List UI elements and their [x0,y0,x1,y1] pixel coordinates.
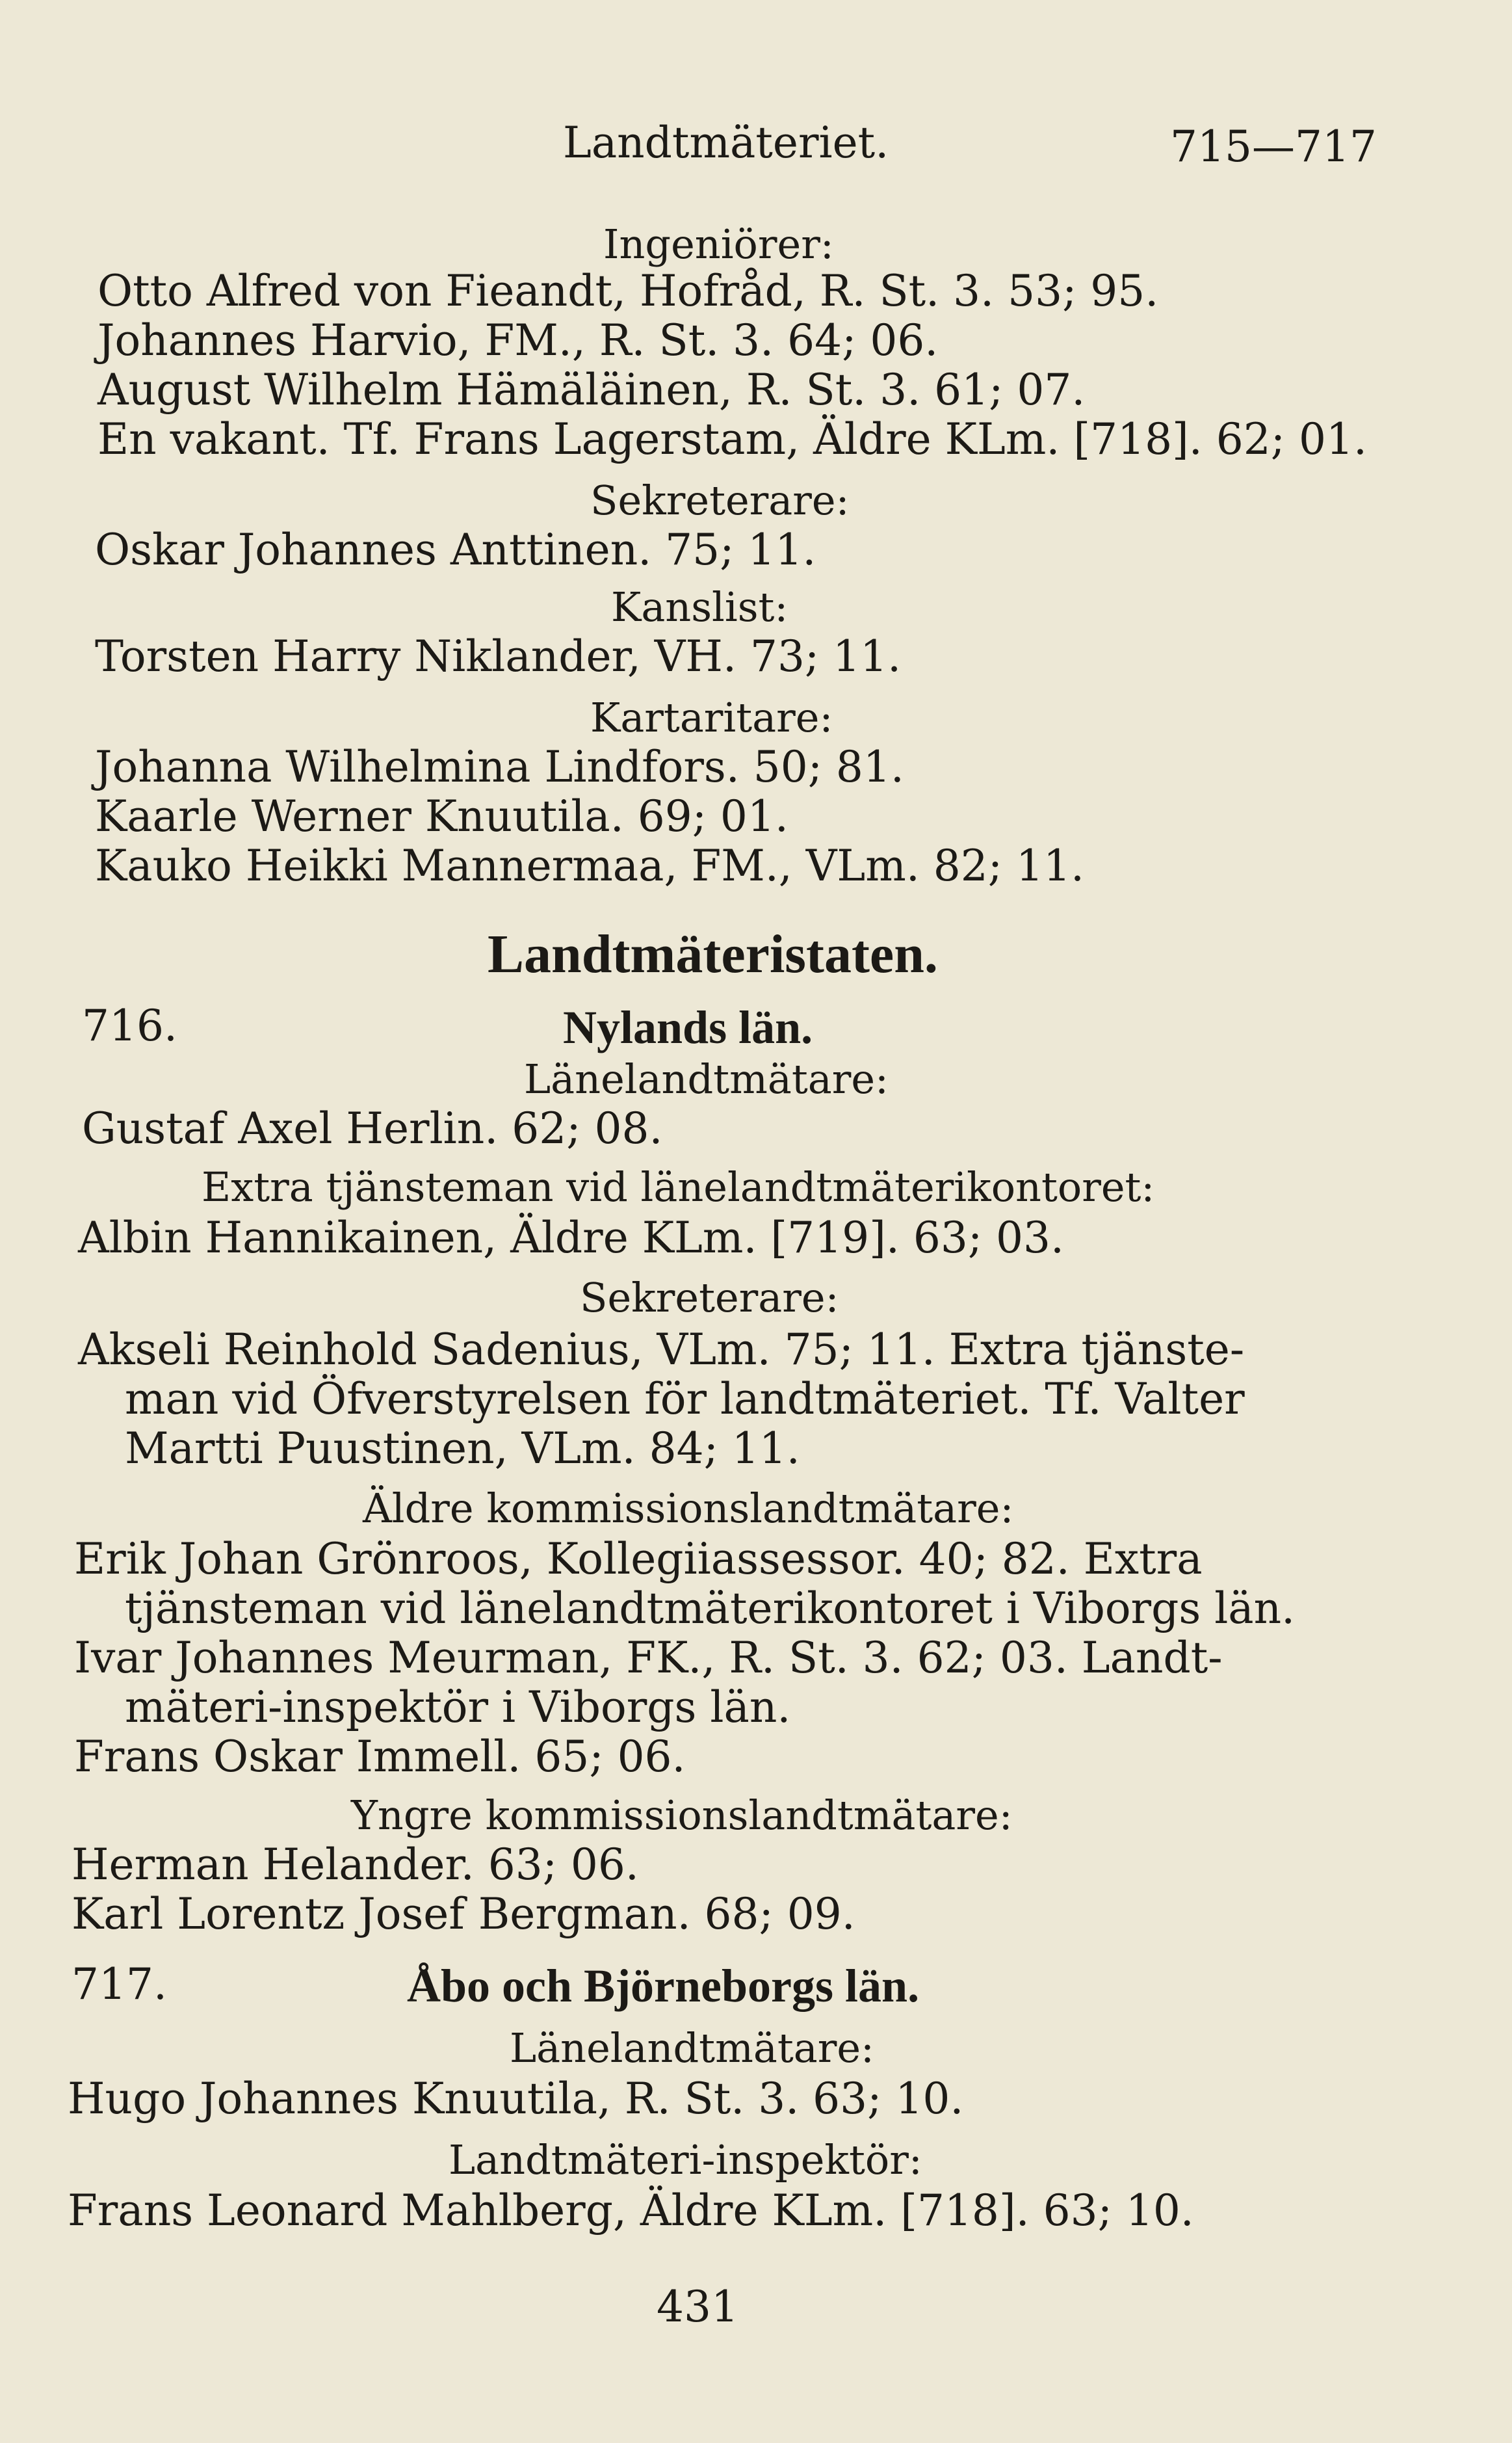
entry-line: En vakant. Tf. Frans Lagerstam, Äldre KLm. [718]. 62; 01. [98,414,1367,464]
heading-ingenjorer: Ingeniörer: [603,220,834,268]
entry-line: Gustaf Axel Herlin. 62; 08. [82,1103,663,1154]
entry-line-continued: mäteri-inspektör i Viborgs län. [125,1682,791,1732]
entry-line: Albin Hannikainen, Äldre KLm. [719]. 63; 03. [78,1213,1065,1263]
section-number: 716. [82,1001,177,1051]
running-header: Landtmäteriet. [563,118,889,168]
section-title: Landtmäteristaten. [488,924,938,984]
heading-aldre-kommissionslandtmatare: Äldre kommissionslandtmätare: [363,1485,1014,1532]
entry-line: Torsten Harry Niklander, VH. 73; 11. [95,631,902,681]
entry-line: Kaarle Werner Knuutila. 69; 01. [95,791,789,841]
subsection-title: Nylands län. [563,1001,813,1053]
heading-sekreterare: Sekreterare: [580,1274,839,1321]
entry-line: Frans Oskar Immell. 65; 06. [74,1732,686,1782]
entry-line: Oskar Johannes Anttinen. 75; 11. [95,525,816,575]
entry-line-continued: tjänsteman vid länelandtmäterikontoret i Viborgs län. [125,1583,1296,1633]
entry-line: Erik Johan Grönroos, Kollegiiassessor. 40; 82. Extra [74,1534,1203,1584]
subsection-title: Åbo och Björneborgs län. [407,1960,920,2012]
entry-line: Ivar Johannes Meurman, FK., R. St. 3. 62; 03. Landt- [74,1633,1223,1683]
entry-line: Hugo Johannes Knuutila, R. St. 3. 63; 10. [68,2074,964,2124]
entry-line: Johanna Wilhelmina Lindfors. 50; 81. [95,742,904,792]
page-range: 715—717 [1170,122,1377,172]
entry-line: Frans Leonard Mahlberg, Äldre KLm. [718]. 63; 10. [68,2185,1194,2236]
heading-sekreterare: Sekreterare: [590,477,850,524]
heading-landtmateri-inspektor: Landtmäteri-inspektör: [449,2136,922,2184]
entry-line: Karl Lorentz Josef Bergman. 68; 09. [72,1889,855,1939]
entry-line-continued: man vid Öfverstyrelsen för landtmäteriet. Tf. Valter [125,1374,1245,1424]
entry-line-continued: Martti Puustinen, VLm. 84; 11. [125,1423,800,1473]
heading-yngre-kommissionslandtmatare: Yngre kommissionslandtmätare: [351,1791,1013,1839]
entry-line: Herman Helander. 63; 06. [72,1840,639,1890]
entry-line: Akseli Reinhold Sadenius, VLm. 75; 11. Extra tjänste- [78,1325,1245,1375]
entry-line: Otto Alfred von Fieandt, Hofråd, R. St. 3. 53; 95. [98,266,1159,316]
heading-extra-tjansteman: Extra tjänsteman vid länelandtmäterikontoret: [202,1163,1155,1211]
heading-kartaritare: Kartaritare: [590,694,833,741]
heading-lanelandtmatare: Länelandtmätare: [524,1055,889,1103]
page-number: 431 [657,2282,738,2332]
entry-line: Kauko Heikki Mannermaa, FM., VLm. 82; 11. [95,841,1084,891]
heading-kanslist: Kanslist: [611,583,789,631]
entry-line: August Wilhelm Hämäläinen, R. St. 3. 61; 07. [98,365,1086,415]
section-number: 717. [72,1959,167,2009]
heading-lanelandtmatare: Länelandtmätare: [510,2024,874,2072]
entry-line: Johannes Harvio, FM., R. St. 3. 64; 06. [98,315,939,365]
